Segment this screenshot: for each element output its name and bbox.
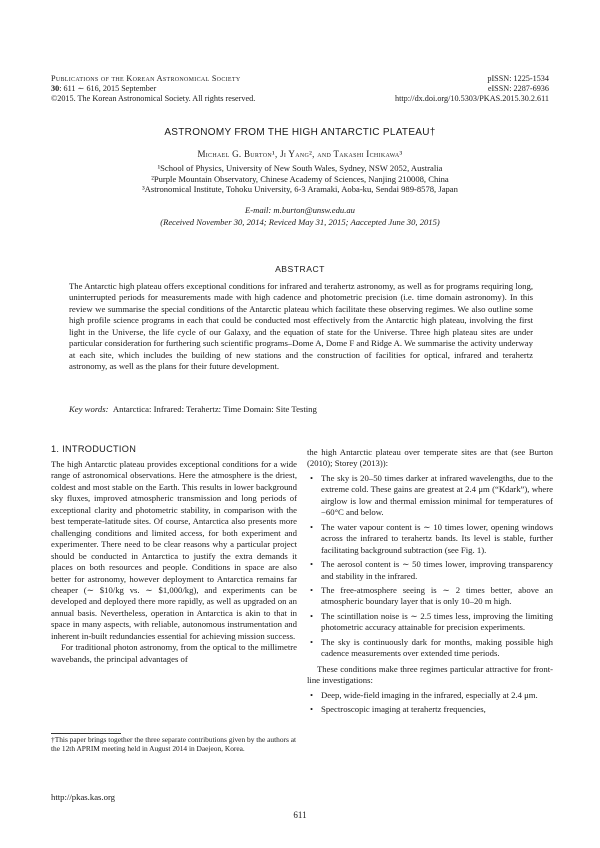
keywords-label: Key words: bbox=[69, 404, 109, 414]
affiliation-3: ³Astronomical Institute, Tohoku University, 6-3 Aramaki, Aoba-ku, Sendai 989-8578, Japan bbox=[142, 184, 458, 195]
pissn: pISSN: 1225-1534 bbox=[487, 74, 549, 83]
copyright: ©2015. The Korean Astronomical Society. All rights reserved. bbox=[51, 94, 256, 104]
list-item-text: The sky is continuously dark for months, making possible high cadence measurements over extended time periods. bbox=[321, 636, 553, 659]
eissn: eISSN: 2287-6936 bbox=[487, 84, 549, 94]
section-heading-introduction: 1. INTRODUCTION bbox=[51, 444, 137, 454]
list-item bbox=[307, 585, 553, 608]
list-item-text: The scintillation noise is ∼ 2.5 times less, improving the limiting photometric accuracy attainable for precision experiments. bbox=[321, 610, 553, 633]
email[interactable]: E-mail: m.burton@unsw.edu.au bbox=[245, 205, 355, 215]
bullet-icon: • bbox=[310, 610, 314, 621]
list-item-text: Spectroscopic imaging at terahertz frequencies, bbox=[321, 704, 486, 715]
list-item bbox=[307, 559, 553, 582]
affiliation-2: ²Purple Mountain Observatory, Chinese Academy of Sciences, Nanjing 210008, China bbox=[151, 173, 449, 184]
list-item bbox=[307, 611, 553, 634]
page-number: 611 bbox=[293, 810, 307, 820]
keywords-list: Antarctica: Infrared: Terahertz: Time Domain: Site Testing bbox=[112, 404, 317, 414]
list-item-text: Deep, wide-field imaging in the infrared, especially at 2.4 μm. bbox=[321, 689, 538, 700]
received-dates: (Received November 30, 2014; Reviced May 31, 2015; Aaccepted June 30, 2015) bbox=[160, 217, 440, 227]
list-item-text: The aerosol content is ∼ 50 times lower, improving transparency and stability in the infrared. bbox=[321, 559, 553, 581]
list-item bbox=[307, 690, 553, 701]
authors: Michael G. Burton¹, Ji Yang², and Takashi Ichikawa³ bbox=[197, 149, 403, 159]
intro-paragraph-1: The high Antarctic plateau provides exceptional conditions for a wide range of astronomical observations. Here the atmosphere is the driest, coldest and most stable on the Earth. This results in lower background sky fluxes, improved atmospheric transmission and long periods of exceptional clarity and photometric stability, in comparison with the best temperate-latitude sites. Of course, Antarctica also presents more challenging conditions and limited access, for both experiment and experimenter. There need to be clear reasons why a particular project should be conducted in Antarctica to justify the extra demands it places on both resources and people. Conditions in space are also better for astronomy, however deployment to Antarctica remains far cheaper (∼ $10/kg vs. ∼ $1,000/kg), and experiments can be developed and deployed there more rapidly, as well as upgraded on an annual basis. Nevertheless, operation in Antarctica is akin to that in space in many aspects, with reliable, autonomous instrumentation and inherent in-built redundancies essential for achieving mission success. bbox=[51, 459, 297, 641]
list-item-text: The water vapour content is ∼ 10 times lower, opening windows across the infrared to terahertz bands. Its level is stable, further facilitating background subtraction (see Fig. 1). bbox=[321, 521, 553, 555]
abstract-heading: ABSTRACT bbox=[275, 264, 325, 274]
volume-pages: : 611 ∼ 616, 2015 September bbox=[59, 84, 157, 94]
bullet-icon: • bbox=[310, 689, 314, 700]
right-intro-text: the high Antarctic plateau over temperate sites are that (see Burton (2010); Storey (2013)): bbox=[307, 447, 553, 469]
journal-url[interactable]: http://pkas.kas.org bbox=[51, 792, 116, 802]
bullet-icon: • bbox=[310, 584, 314, 595]
bullet-icon: • bbox=[310, 636, 314, 647]
list-item bbox=[307, 637, 553, 660]
issn-header bbox=[249, 74, 549, 105]
bullet-icon: • bbox=[310, 704, 314, 715]
affiliation-1: ¹School of Physics, University of New South Wales, Sydney, NSW 2052, Australia bbox=[157, 163, 443, 173]
list-item bbox=[307, 704, 553, 715]
list-item bbox=[307, 473, 553, 519]
affiliations bbox=[0, 163, 600, 195]
bullet-icon: • bbox=[310, 521, 314, 532]
journal-name: Publications of the Korean Astronomical Society bbox=[51, 74, 241, 83]
abstract-text: The Antarctic high plateau offers exceptional conditions for infrared and terahertz astronomy, as well as for programs requiring long, uninterrupted periods for measurements made with high cadence and photometric precision (i.e. time domain astronomy). In this review we summarise the special conditions of the Antarctic plateau which facilitate these observing regimes. We also outline some high profile science programs in each that could be conducted most effectively from the Antarctic high plateau, involving the first light in the Universe, the life cycle of our Galaxy, and the equation of state for the Universe. Three high plateau sites are under particular consideration for furthering such scientific programs–Dome A, Dome F and Ridge A. We summarise the activity underway at each site, which includes the building of new stations and the construction of facilities for optical, infrared and terahertz astronomy, as well as the plans for their future development. bbox=[69, 281, 533, 372]
advantages-list bbox=[307, 473, 553, 660]
intro-paragraph-2: For traditional photon astronomy, from the optical to the millimetre wavebands, the principal advantages of bbox=[51, 642, 297, 664]
list-item-text: The free-atmosphere seeing is ∼ 2 times better, above an atmospheric boundary layer that is only 10–20 m high. bbox=[321, 584, 553, 607]
keywords bbox=[69, 404, 533, 414]
right-mid-text: These conditions make three regimes particular attractive for front-line investigations: bbox=[307, 663, 553, 686]
bullet-icon: • bbox=[310, 559, 314, 570]
regimes-list bbox=[307, 690, 553, 716]
list-item-text: The sky is 20–50 times darker at infrared wavelengths, due to the extreme cold. These gains are greatest at 2.4 μm (“Kdark”), where airglow is low and thermal emission minimal for temperatures of −60°C and below. bbox=[321, 472, 553, 518]
intro-left-column bbox=[51, 459, 297, 665]
volume-number: 30 bbox=[51, 84, 60, 94]
footnote-rule bbox=[51, 733, 121, 734]
list-item bbox=[307, 522, 553, 556]
intro-right-column bbox=[307, 447, 553, 716]
paper-title: ASTRONOMY FROM THE HIGH ANTARCTIC PLATEAU† bbox=[164, 127, 436, 138]
doi-link[interactable]: http://dx.doi.org/10.5303/PKAS.2015.30.2.611 bbox=[395, 94, 549, 104]
bullet-icon: • bbox=[310, 472, 314, 483]
footnote: †This paper brings together the three separate contributions given by the authors at the 12th APRIM meeting held in August 2014 in Daejeon, Korea. bbox=[51, 735, 297, 753]
